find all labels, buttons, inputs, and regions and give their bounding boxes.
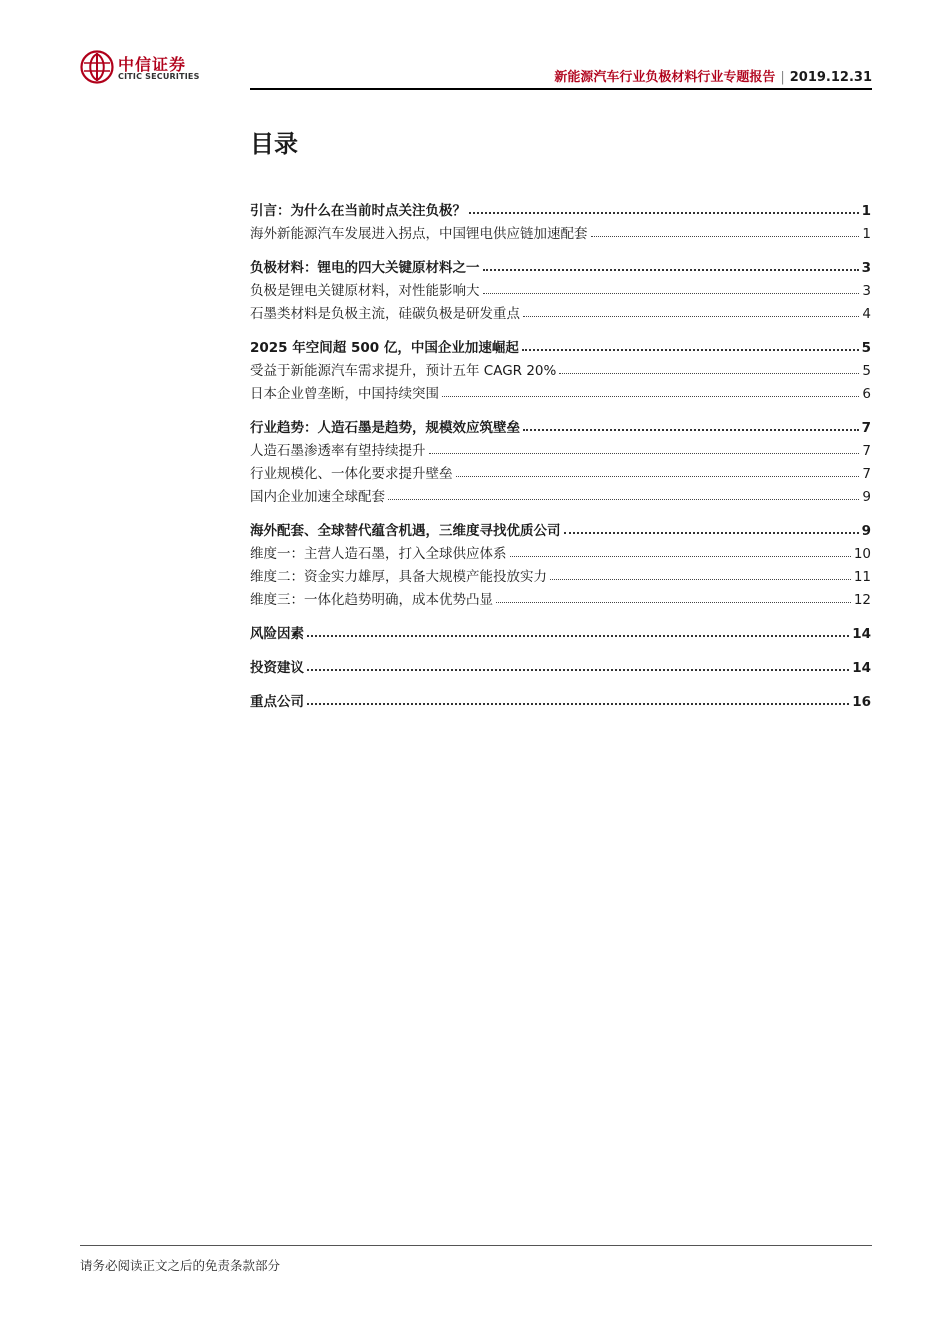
toc-entry-title: 负极是锂电关键原材料，对性能影响大 xyxy=(250,283,480,299)
toc-dot-leader xyxy=(429,453,860,454)
toc-dot-leader xyxy=(523,316,859,317)
toc-section-entry[interactable] xyxy=(250,413,871,436)
toc-entry-title: 石墨类材料是负极主流，硅碳负极是研发重点 xyxy=(250,306,520,322)
toc-page-number: 1 xyxy=(861,203,871,219)
toc-section-entry[interactable] xyxy=(250,196,871,219)
report-header xyxy=(554,66,872,85)
toc-entry-title: 行业趋势：人造石墨是趋势，规模效应筑壁垒 xyxy=(250,420,520,436)
toc-page-number: 3 xyxy=(862,283,871,299)
toc-section-entry[interactable] xyxy=(250,619,871,642)
toc-page-number: 7 xyxy=(862,443,871,459)
logo-english-name: CITIC SECURITIES xyxy=(118,72,200,81)
toc-dot-leader xyxy=(591,236,860,237)
toc-dot-leader xyxy=(483,269,859,271)
toc-entry-title: 引言：为什么在当前时点关注负极？ xyxy=(250,203,466,219)
toc-subsection-entry[interactable] xyxy=(250,459,871,482)
toc-entry-title: 海外配套、全球替代蕴含机遇，三维度寻找优质公司 xyxy=(250,523,561,539)
toc-subsection-entry[interactable] xyxy=(250,276,871,299)
toc-entry-title: 维度三：一体化趋势明确，成本优势凸显 xyxy=(250,592,493,608)
toc-dot-leader xyxy=(522,349,859,351)
toc-dot-leader xyxy=(388,499,859,500)
toc-entry-title: 风险因素 xyxy=(250,626,304,642)
toc-subsection-entry[interactable] xyxy=(250,539,871,562)
toc-page-number: 3 xyxy=(861,260,871,276)
toc-page-number: 14 xyxy=(852,660,871,676)
toc-subsection-entry[interactable] xyxy=(250,299,871,322)
report-date: 2019.12.31 xyxy=(789,70,872,85)
toc-dot-leader xyxy=(550,579,851,580)
toc-dot-leader xyxy=(483,293,860,294)
toc-section-entry[interactable] xyxy=(250,333,871,356)
toc-page-number: 11 xyxy=(853,569,871,585)
toc-page-number: 1 xyxy=(862,226,871,242)
toc-page-number: 12 xyxy=(853,592,871,608)
toc-page-number: 7 xyxy=(861,420,871,436)
toc-page-number: 7 xyxy=(862,466,871,482)
footer-divider xyxy=(80,1245,872,1246)
report-title: 新能源汽车行业负极材料行业专题报告 xyxy=(554,70,776,85)
toc-section-entry[interactable] xyxy=(250,653,871,676)
company-logo xyxy=(80,50,220,84)
toc-subsection-entry[interactable] xyxy=(250,379,871,402)
toc-dot-leader xyxy=(307,635,849,637)
toc-dot-leader xyxy=(307,669,849,671)
toc-entry-title: 2025 年空间超 500 亿，中国企业加速崛起 xyxy=(250,340,519,356)
toc-entry-title: 人造石墨渗透率有望持续提升 xyxy=(250,443,426,459)
toc-entry-title: 负极材料：锂电的四大关键原材料之一 xyxy=(250,260,480,276)
toc-dot-leader xyxy=(559,373,859,374)
footer-disclaimer: 请务必阅读正文之后的免责条款部分 xyxy=(80,1258,281,1273)
toc-entry-title: 日本企业曾垄断，中国持续突围 xyxy=(250,386,439,402)
toc-section-entry[interactable] xyxy=(250,687,871,710)
toc-subsection-entry[interactable] xyxy=(250,482,871,505)
toc-entry-title: 行业规模化、一体化要求提升壁垒 xyxy=(250,466,453,482)
toc-page-number: 10 xyxy=(853,546,871,562)
toc-entry-title: 维度一：主营人造石墨，打入全球供应体系 xyxy=(250,546,507,562)
toc-section-entry[interactable] xyxy=(250,516,871,539)
toc-page-number: 5 xyxy=(861,340,871,356)
toc-subsection-entry[interactable] xyxy=(250,436,871,459)
toc-subsection-entry[interactable] xyxy=(250,356,871,379)
toc-dot-leader xyxy=(307,703,849,705)
toc-page-number: 14 xyxy=(852,626,871,642)
page-title: 目录 xyxy=(250,130,298,158)
toc-dot-leader xyxy=(564,532,859,534)
toc-page-number: 9 xyxy=(862,489,871,505)
toc-entry-title: 投资建议 xyxy=(250,660,304,676)
toc-subsection-entry[interactable] xyxy=(250,585,871,608)
toc-dot-leader xyxy=(456,476,860,477)
header-divider xyxy=(250,88,872,90)
toc-dot-leader xyxy=(523,429,859,431)
toc-subsection-entry[interactable] xyxy=(250,562,871,585)
toc-page-number: 5 xyxy=(862,363,871,379)
toc-entry-title: 维度二：资金实力雄厚，具备大规模产能投放实力 xyxy=(250,569,547,585)
toc-entry-title: 国内企业加速全球配套 xyxy=(250,489,385,505)
toc-dot-leader xyxy=(469,212,859,214)
toc-entry-title: 重点公司 xyxy=(250,694,304,710)
toc-page-number: 9 xyxy=(861,523,871,539)
toc-page-number: 4 xyxy=(862,306,871,322)
citic-logo-icon xyxy=(80,50,114,84)
toc-entry-title: 受益于新能源汽车需求提升，预计五年 CAGR 20% xyxy=(250,363,557,379)
toc-page-number: 6 xyxy=(862,386,871,402)
toc-section-entry[interactable] xyxy=(250,253,871,276)
logo-chinese-name: 中信证券 xyxy=(118,55,187,74)
toc-dot-leader xyxy=(496,602,851,603)
toc-page-number: 16 xyxy=(852,694,871,710)
toc-subsection-entry[interactable] xyxy=(250,219,871,242)
toc-dot-leader xyxy=(510,556,851,557)
toc-dot-leader xyxy=(442,396,859,397)
header-separator: | xyxy=(780,70,785,85)
table-of-contents xyxy=(250,196,871,710)
toc-entry-title: 海外新能源汽车发展进入拐点，中国锂电供应链加速配套 xyxy=(250,226,588,242)
